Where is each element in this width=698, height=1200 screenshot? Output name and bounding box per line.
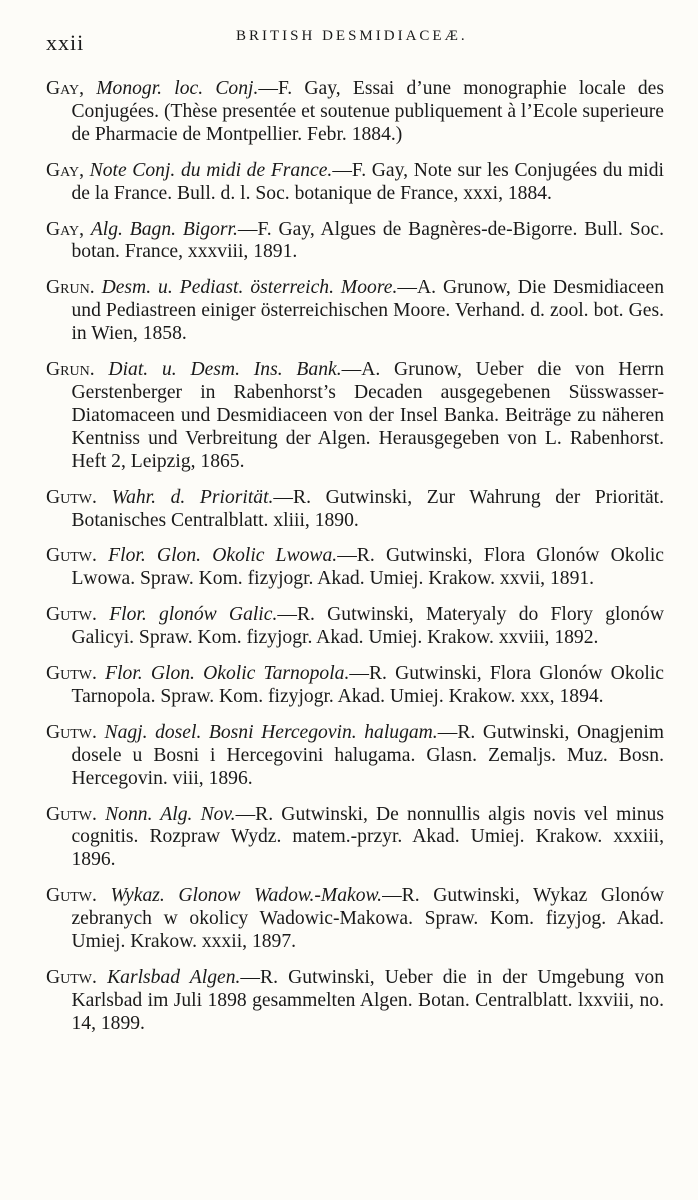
entry-abbreviation: Alg. Bagn. Bigorr. [90,218,238,240]
entry-author: Grun. [46,277,95,299]
page-number: xxii [46,30,85,55]
bibliography-entry [46,160,664,206]
entry-author: Gay, [46,78,84,99]
entry-abbreviation: Wahr. d. Priorität. [111,486,274,508]
bibliography-entry [46,663,664,709]
bibliography-entry [46,722,664,791]
entry-abbreviation: Note Conj. du midi de France. [89,159,333,181]
entry-abbreviation: Nagj. dosel. Bosni Hercegovin. halugam. [104,721,438,743]
running-title: BRITISH DESMIDIACEÆ. [236,28,468,44]
bibliography-entry [46,545,664,591]
entry-author: Gutw. [46,604,97,626]
entry-citation: —F. Gay, Algues de Bagnères-de-Bigorre. Bull. Soc. botan. France, xxxviii, 1891. [71,218,664,263]
entry-citation: —F. Gay, Note sur les Conjugées du midi de la France. Bull. d. l. Soc. botanique de France, xxxi, 1884. [71,159,664,204]
bibliography-entry [46,804,664,873]
entry-citation: —F. Gay, Essai d’une monographie locale des Conjugées. (Thèse presentée et soutenue publiquement à l’Ecole superieure de Pharmacie de Montpellier. Febr. 1884.) [71,78,664,145]
bibliography-entry [46,885,664,954]
entry-abbreviation: Diat. u. Desm. Ins. Bank. [108,359,342,381]
entry-citation: —A. Grunow, Ueber die von Herrn Gerstenberger in Rabenhorst’s Decaden ausgegebenen Süsswasser-Diatomaceen und Desmidiaceen von der Insel Banka. Beiträge zu näheren Kentniss und Verbreitung der Algen. Herausgegeben von L. Rabenhorst. Heft 2, Leipzig, 1865. [71,359,664,472]
entry-abbreviation: Desm. u. Pediast. österreich. Moore. [101,277,398,299]
bibliography-entry [46,604,664,650]
entry-citation: —R. Gutwinski, De nonnullis algis novis vel minus cognitis. Rozpraw Wydz. matem.-przyr. Akad. Umiej. Krakow. xxxiii, 1896. [71,803,664,871]
entry-author: Grun. [46,359,95,381]
entry-abbreviation: Monogr. loc. Conj. [96,78,259,99]
entry-abbreviation: Wykaz. Glonow Wadow.-Makow. [110,885,383,907]
entry-author: Gutw. [46,967,97,988]
entry-citation: —A. Grunow, Die Desmidiaceen und Pediastreen einiger österreichischen Moore. Verhand. d. zool. bot. Ges. in Wien, 1858. [71,277,664,345]
bibliography-entry [46,359,664,474]
entry-citation: —R. Gutwinski, Wykaz Glonów zebranych w okolicy Wadowic-Makowa. Spraw. Kom. fizyjog. Akad. Umiej. Krakow. xxxii, 1897. [71,885,664,953]
entry-citation: —R. Gutwinski, Materyaly do Flory glonów Galicyi. Spraw. Kom. fizyjogr. Akad. Umiej. Krakow. xxviii, 1892. [71,604,665,649]
entry-author: Gutw. [46,545,97,567]
entry-citation: —R. Gutwinski, Onagjenim dosele u Bosni i Hercegovini halugama. Glasn. Zemaljs. Muz. Bosn. Hercegovin. viii, 1896. [71,721,665,789]
entry-abbreviation: Flor. Glon. Okolic Lwowa. [108,545,338,567]
entry-author: Gutw. [46,486,97,508]
entry-citation: —R. Gutwinski, Ueber die in der Umgebung von Karlsbad im Juli 1898 gesammelten Algen. Botan. Centralblatt. lxxviii, no. 14, 1899. [71,967,664,1034]
bibliography-entry [46,967,664,1036]
entry-author: Gutw. [46,803,97,825]
bibliography-entry [46,487,664,533]
entry-citation: —R. Gutwinski, Flora Glonów Okolic Tarnopola. Spraw. Kom. fizyjogr. Akad. Umiej. Krakow. xxx, 1894. [71,663,664,707]
entry-citation: —R. Gutwinski, Zur Wahrung der Priorität. Botanisches Centralblatt. xliii, 1890. [71,486,664,531]
entry-author: Gay, [46,218,84,240]
entry-author: Gutw. [46,663,97,685]
entry-abbreviation: Karlsbad Algen. [107,967,241,988]
entry-abbreviation: Flor. Glon. Okolic Tarnopola. [105,663,350,685]
page-header [46,24,664,64]
entry-author: Gutw. [46,721,97,743]
entry-author: Gay, [46,159,84,181]
bibliography-entry [46,219,664,265]
bibliography-entry [46,277,664,346]
entry-author: Gutw. [46,885,97,907]
entry-citation: —R. Gutwinski, Flora Glonów Okolic Lwowa. Spraw. Kom. fizyjogr. Akad. Umiej. Krakow. xxvii, 1891. [71,545,664,590]
entry-abbreviation: Flor. glonów Galic. [109,604,278,626]
bibliography-list [46,78,664,1036]
entry-abbreviation: Nonn. Alg. Nov. [105,803,236,825]
bibliography-entry [46,78,664,147]
